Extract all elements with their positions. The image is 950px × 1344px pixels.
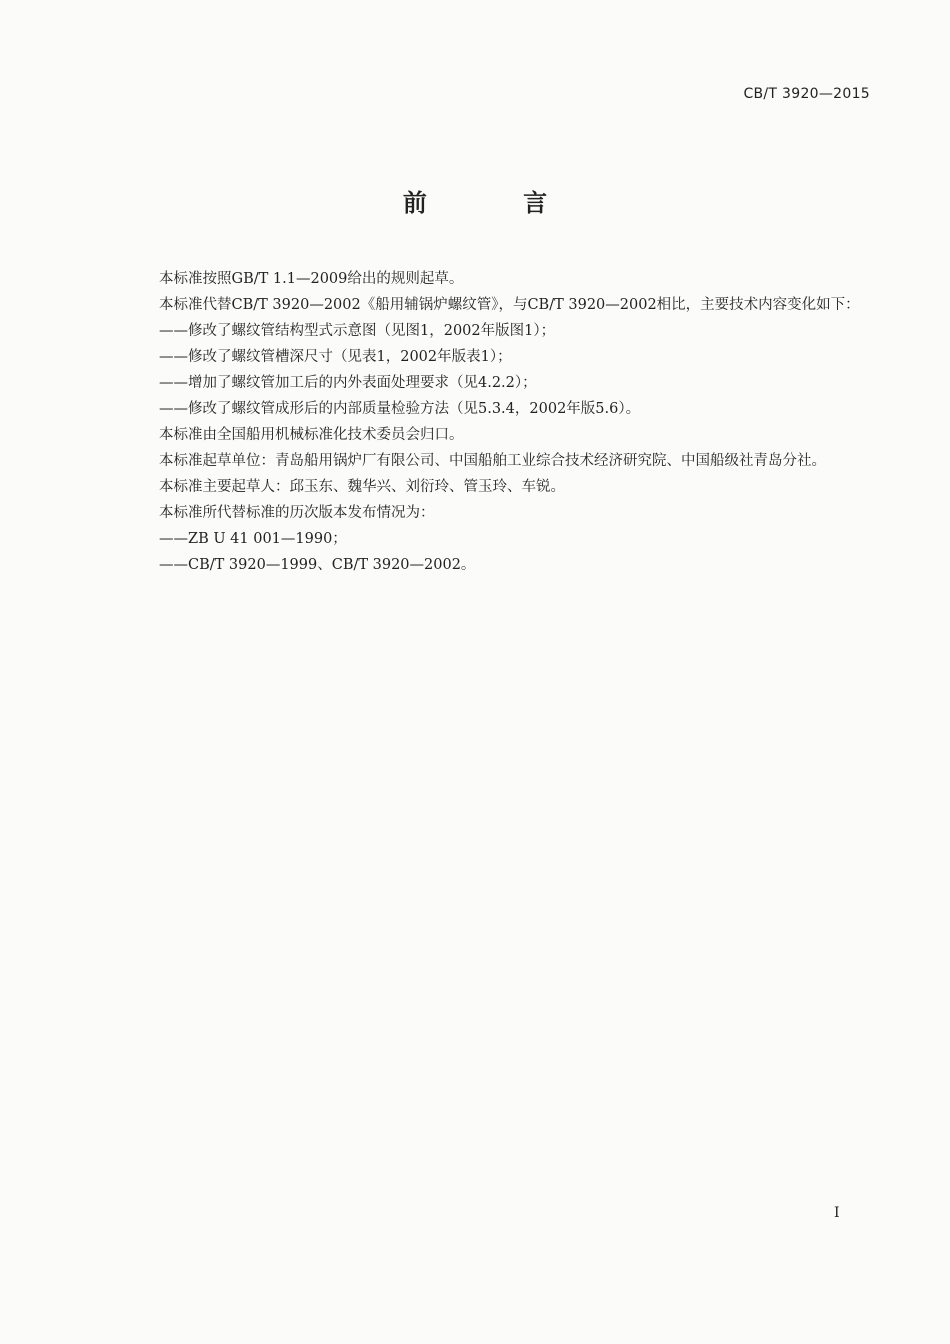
list-item: ——CB/T 3920—1999、CB/T 3920—2002。 bbox=[159, 557, 476, 573]
list-item: ——修改了螺纹管结构型式示意图（见图1，2002年版图1）； bbox=[159, 323, 556, 339]
list-item: ——修改了螺纹管成形后的内部质量检验方法（见5.3.4，2002年版5.6）。 bbox=[159, 401, 641, 417]
list-item: ——增加了螺纹管加工后的内外表面处理要求（见4.2.2）； bbox=[159, 375, 537, 391]
paragraph-drafting-rules: 本标准按照GB/T 1.1—2009给出的规则起草。 bbox=[159, 271, 464, 287]
page-title: 前 言 bbox=[402, 189, 592, 217]
paragraph-drafters: 本标准主要起草人：邱玉东、魏华兴、刘衍玲、管玉玲、车锐。 bbox=[159, 479, 565, 495]
list-item: ——ZB U 41 001—1990； bbox=[159, 531, 347, 547]
page-number: I bbox=[834, 1205, 840, 1221]
changes-list bbox=[126, 318, 870, 422]
paragraph-drafting-units: 本标准起草单位：青岛船用锅炉厂有限公司、中国船舶工业综合技术经济研究院、中国船级社青岛分社。 bbox=[159, 453, 826, 469]
paragraph-replacement: 本标准代替CB/T 3920—2002《船用辅锅炉螺纹管》，与CB/T 3920—2002相比，主要技术内容变化如下： bbox=[159, 297, 860, 313]
list-item: ——修改了螺纹管槽深尺寸（见表1，2002年版表1）； bbox=[159, 349, 512, 365]
paragraph-committee: 本标准由全国船用机械标准化技术委员会归口。 bbox=[159, 427, 464, 443]
paragraph-history-intro: 本标准所代替标准的历次版本发布情况为： bbox=[159, 505, 435, 521]
document-code: CB/T 3920—2015 bbox=[743, 86, 870, 102]
foreword-body bbox=[126, 266, 870, 578]
history-list bbox=[126, 526, 870, 578]
